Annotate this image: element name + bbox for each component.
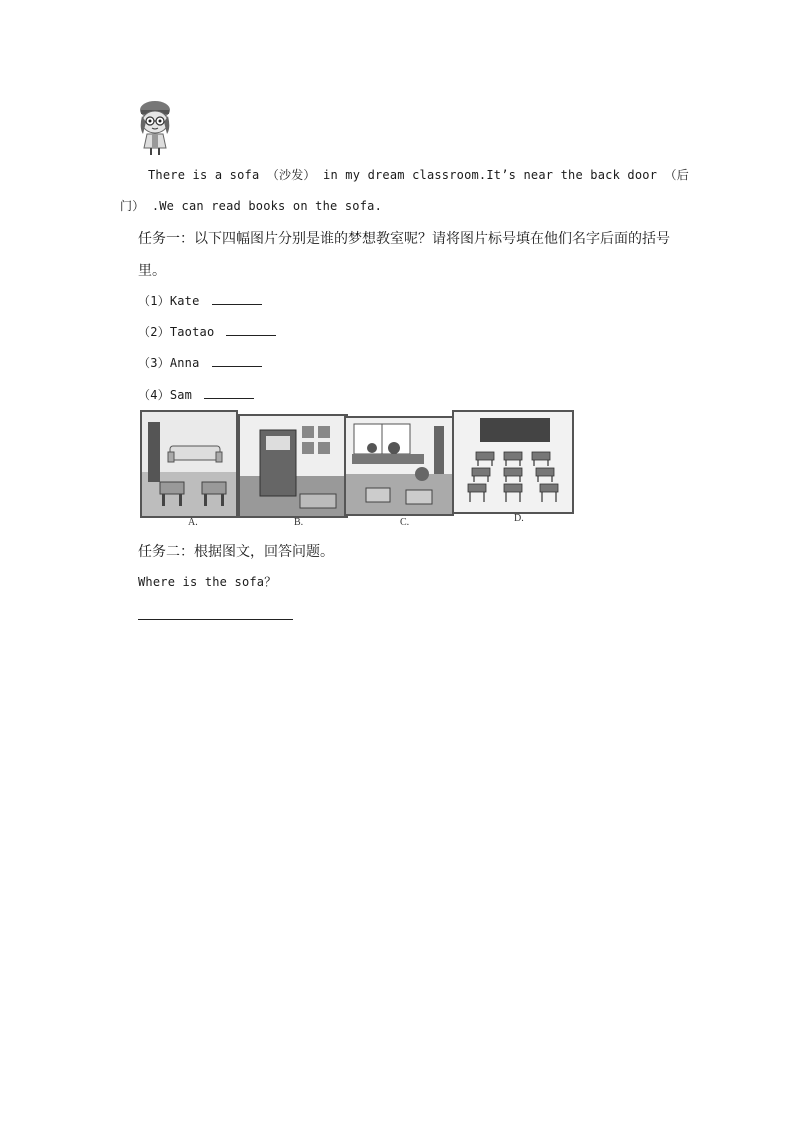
passage-line-2: 门） .We can read books on the sofa. — [120, 199, 382, 213]
answer-item-label: （1）Kate — [138, 294, 200, 308]
answer-item-label: （2）Taotao — [138, 325, 215, 339]
answer-blank[interactable] — [212, 355, 262, 367]
answer-item-label: （3）Anna — [138, 356, 200, 370]
classroom-picture-a — [140, 410, 238, 518]
task1-instruction-line-2: 里。 — [138, 263, 166, 279]
classroom-picture-c — [344, 416, 454, 516]
picture-label-d: D. — [514, 513, 524, 524]
answer-blank[interactable] — [204, 387, 254, 399]
task2-instruction: 任务二：根据图文，回答问题。 — [138, 544, 334, 560]
answer-item-sam — [138, 386, 254, 403]
picture-label-c: C. — [400, 517, 410, 528]
passage-line-1: There is a sofa （沙发） in my dream classroom.It’s near the back door （后 — [148, 168, 689, 182]
task2-question: Where is the sofa？ — [138, 575, 277, 589]
answer-item-kate — [138, 292, 262, 309]
task1-instruction-line-1: 任务一：以下四幅图片分别是谁的梦想教室呢？请将图片标号填在他们名字后面的括号 — [138, 231, 670, 247]
picture-label-b: B. — [294, 517, 304, 528]
answer-blank[interactable] — [212, 293, 262, 305]
answer-item-label: （4）Sam — [138, 388, 193, 402]
girl-avatar — [135, 98, 175, 156]
answer-item-taotao — [138, 323, 276, 340]
classroom-picture-d — [452, 410, 574, 514]
picture-label-a: A. — [188, 517, 198, 528]
answer-blank[interactable] — [226, 324, 276, 336]
answer-item-anna — [138, 354, 262, 371]
classroom-picture-b — [238, 414, 348, 518]
task2-answer-line[interactable] — [138, 619, 293, 620]
